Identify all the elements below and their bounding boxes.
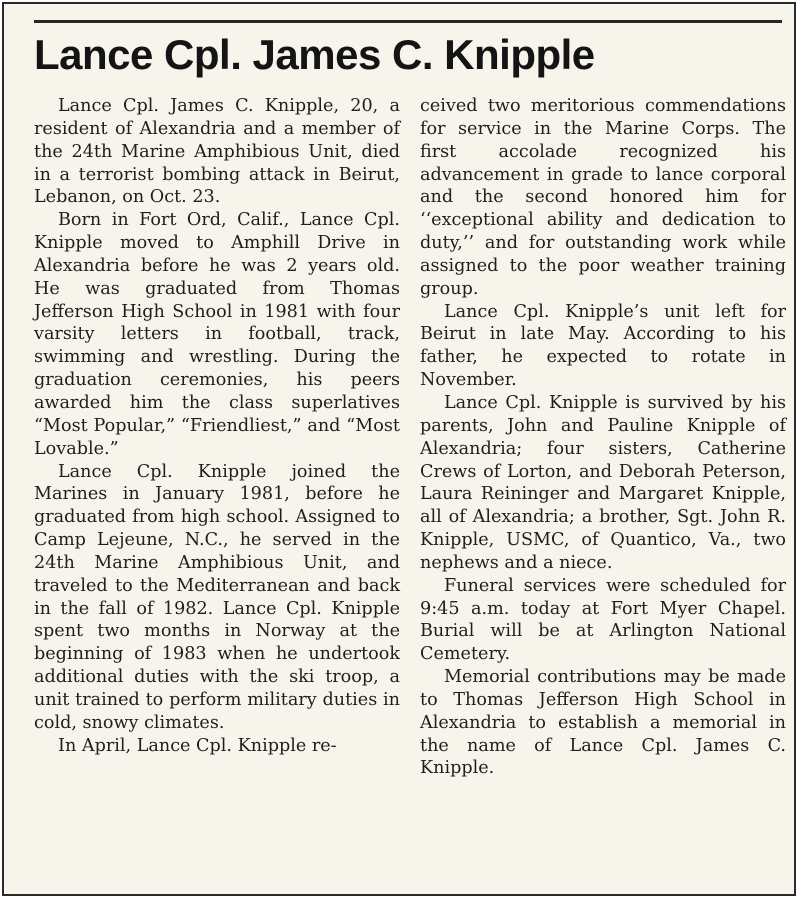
paragraph-commendations-continued: ceived two meritorious commendations for service in the Marine Corps. The first accolade recognized his advancement in grade to lance corporal and the second honored him for ‘‘exceptional ability and dedication to duty,’’ and for outstanding work while assigned to the poor weather training group. (420, 96, 786, 299)
headline: Lance Cpl. James C. Knipple (34, 31, 595, 78)
paragraph-death-notice: Lance Cpl. James C. Knipple, 20, a resident of Alexandria and a member of the 24th Marine Amphibious Unit, died in a terrorist bombing attack in Beirut, Lebanon, on Oct. 23. (34, 96, 400, 208)
paragraph-early-life: Born in Fort Ord, Calif., Lance Cpl. Knipple moved to Amphill Drive in Alexandria before he was 2 years old. He was graduated from Thomas Jefferson High School in 1981 with four varsity letters in football, track, swimming and wrestling. During the graduation ceremonies, his peers awarded him the class superlatives “Most Popular,” “Friendliest,” and “Most Lovable.” (34, 210, 400, 459)
top-rule (34, 20, 782, 23)
left-column (34, 95, 400, 757)
paragraph-commendations-start: In April, Lance Cpl. Knipple re- (58, 735, 337, 756)
paragraph-memorial: Memorial contributions may be made to Thomas Jefferson High School in Alexandria to establish a memorial in the name of Lance Cpl. James C. Knipple. (420, 667, 786, 779)
paragraph-funeral: Funeral services were scheduled for 9:45 a.m. today at Fort Myer Chapel. Burial will be at Arlington National Cemetery. (420, 575, 786, 665)
paragraph-survivors: Lance Cpl. Knipple is survived by his parents, John and Pauline Knipple of Alexandria; four sisters, Catherine Crews of Lorton, and Deborah Peterson, Laura Reininger and Margaret Knipple, all of Alexandria; a brother, Sgt. John R. Knipple, USMC, of Quantico, Va., two nephews and a niece. (420, 392, 786, 573)
paragraph-military-service: Lance Cpl. Knipple joined the Marines in January 1981, before he graduated from high school. Assigned to Camp Lejeune, N.C., he served in the 24th Marine Amphibious Unit, and traveled to the Mediterranean and back in the fall of 1982. Lance Cpl. Knipple spent two months in Norway at the beginning of 1983 when he undertook additional duties with the ski troop, a unit trained to perform military duties in cold, snowy climates. (34, 461, 400, 733)
paragraph-unit-deployment: Lance Cpl. Knipple’s unit left for Beirut in late May. According to his father, he expected to rotate in November. (420, 301, 786, 391)
right-column (420, 95, 786, 780)
clipping-frame (2, 2, 796, 896)
